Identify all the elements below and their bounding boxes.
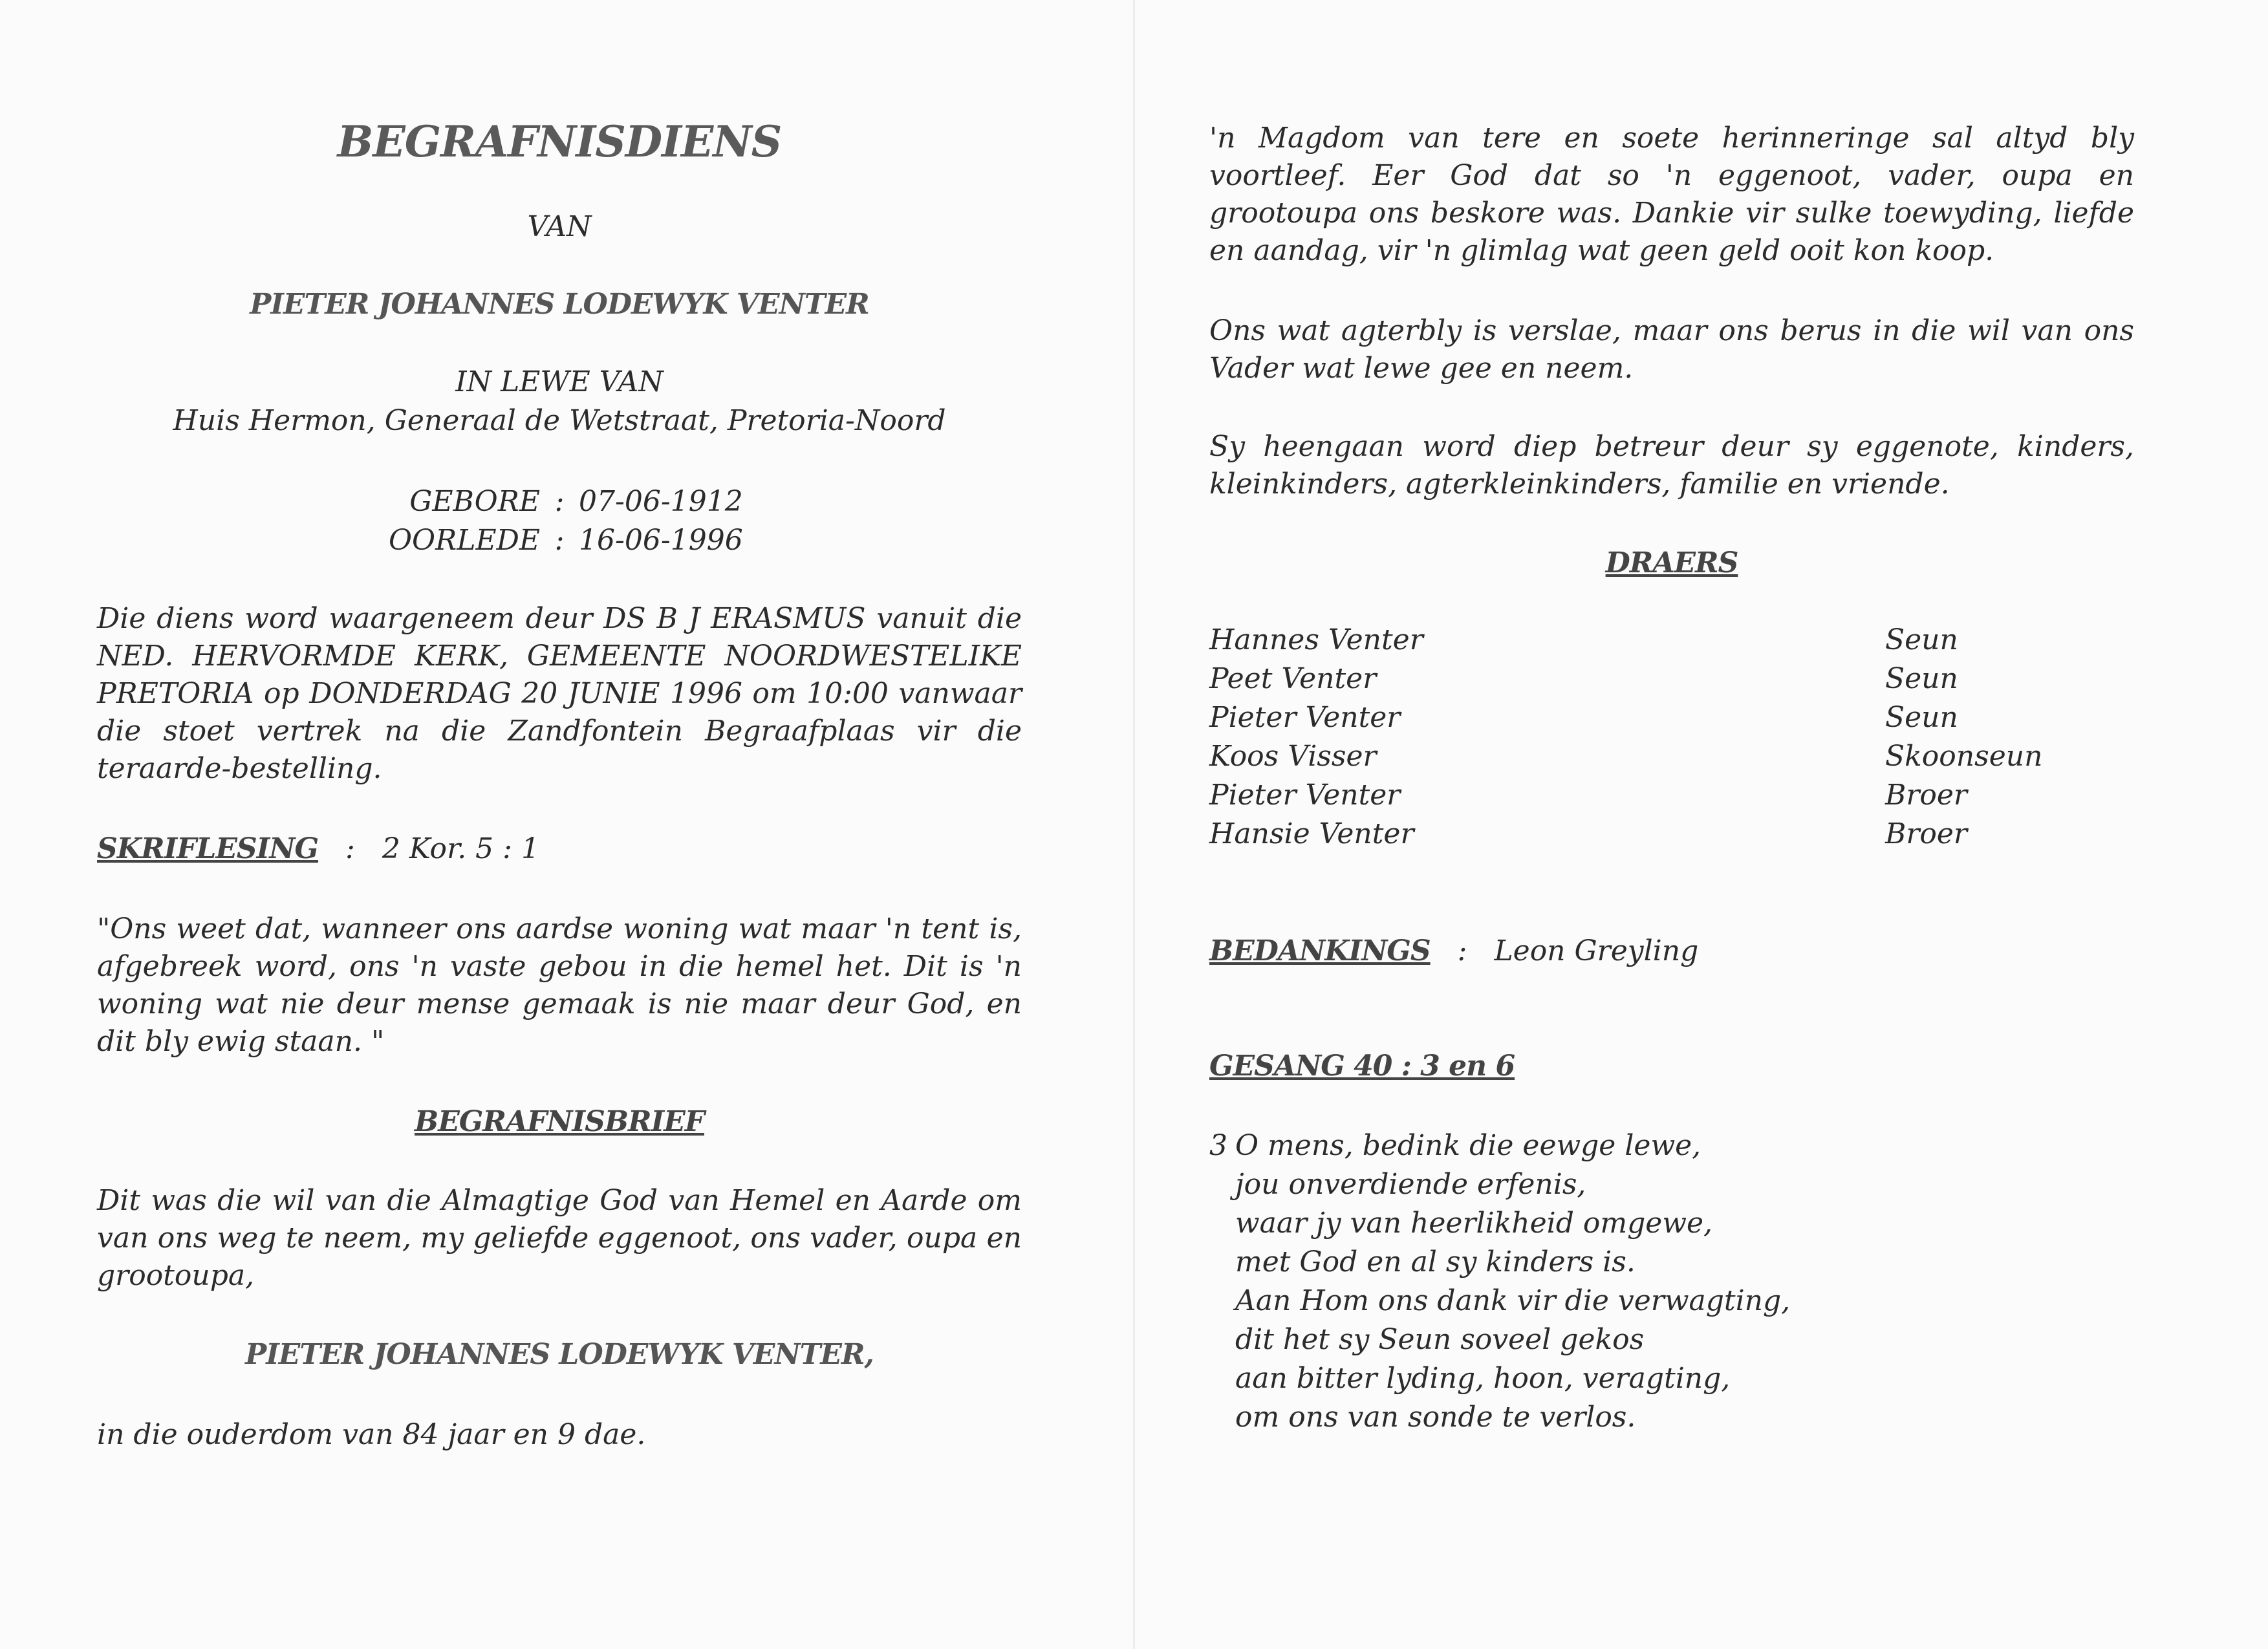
letter-title: BEGRAFNISBRIEF [415, 1105, 704, 1138]
bearer-relation: Skoonseun [1885, 740, 2043, 773]
bearer-row [1209, 621, 2134, 660]
bearer-name: Pieter Venter [1209, 779, 1401, 812]
born-label: GEBORE [409, 485, 540, 518]
reading-label: SKRIFLESING [97, 832, 319, 865]
died-date: 16-06-1996 [579, 524, 743, 557]
page-fold [1133, 0, 1135, 1649]
letter-name: PIETER JOHANNES LODEWYK VENTER, [245, 1338, 874, 1371]
reading-reference: 2 Kor. 5 : 1 [382, 832, 539, 865]
thanks-separator: : [1457, 934, 1467, 967]
bearer-row [1209, 737, 2134, 776]
died-separator: : [554, 524, 565, 557]
bearer-relation: Broer [1885, 779, 1967, 812]
bearer-name: Peet Venter [1209, 662, 1377, 695]
in-lewe-van-label: IN LEWE VAN [455, 365, 664, 398]
comfort-paragraph: Ons wat agterbly is verslae, maar ons berus in die wil van ons Vader wat lewe gee en neem. [1209, 314, 2134, 385]
died-row [97, 521, 1022, 560]
bearers-list [1209, 621, 2134, 854]
born-date: 07-06-1912 [579, 485, 743, 518]
hymn-title: GESANG 40 : 3 en 6 [1209, 1050, 1515, 1083]
bearer-name: Koos Visser [1209, 740, 1377, 773]
hymn-line: aan bitter lyding, hoon, veragting, [1235, 1362, 1731, 1395]
reading-separator: : [345, 832, 355, 865]
bearer-row [1209, 660, 2134, 698]
died-label: OORLEDE [388, 524, 540, 557]
hymn-title-wrap [1209, 1048, 1515, 1085]
van-label: VAN [527, 210, 592, 243]
bearer-row [1209, 815, 2134, 854]
document-title: BEGRAFNISDIENS [337, 116, 782, 167]
hymn-line: dit het sy Seun soveel gekos [1235, 1323, 1645, 1356]
hymn-line: 3 O mens, bedink die eewge lewe, [1209, 1126, 2134, 1165]
bearer-relation: Seun [1885, 701, 1958, 734]
mourn-paragraph: Sy heengaan word diep betreur deur sy eggenote, kinders, kleinkinders, agterkleinkinders, familie en vriende. [1209, 430, 2134, 501]
reading-text: "Ons weet dat, wanneer ons aardse woning wat maar 'n tent is, afgebreek word, ons 'n vaste gebou in die hemel het. Dit is 'n woning wat nie deur mense gemaak is nie maar deur God, en dit bly ewig staan. " [97, 912, 1022, 1058]
thanks-label: BEDANKINGS [1209, 934, 1431, 967]
age-text: in die ouderdom van 84 jaar en 9 dae. [97, 1418, 646, 1451]
bearer-relation: Broer [1885, 817, 1967, 850]
bearer-name: Hannes Venter [1209, 623, 1423, 656]
bearer-relation: Seun [1885, 662, 1958, 695]
bearer-name: Hansie Venter [1209, 817, 1414, 850]
hymn-line: Aan Hom ons dank vir die verwagting, [1235, 1284, 1791, 1317]
deceased-name: PIETER JOHANNES LODEWYK VENTER [250, 288, 869, 321]
dates-block [97, 482, 1022, 560]
bearer-row [1209, 776, 2134, 815]
right-page [1209, 0, 2134, 1649]
thanks-name: Leon Greyling [1494, 934, 1699, 967]
left-page [97, 0, 1022, 1649]
letter-paragraph: Dit was die wil van die Almagtige God van Hemel en Aarde om van ons weg te neem, my geliefde eggenoot, ons vader, oupa en grootoupa, [97, 1184, 1022, 1292]
memory-paragraph: 'n Magdom van tere en soete herinneringe sal altyd bly voortleef. Eer God dat so 'n eggenoot, vader, oupa en grootoupa ons beskore was. Dankie vir sulke toewyding, liefde en aandag, vir 'n glimlag wat geen geld ooit kon koop. [1209, 122, 2134, 267]
service-paragraph: Die diens word waargeneem deur DS B J ERASMUS vanuit die NED. HERVORMDE KERK, GEMEENTE NOORDWESTELIKE PRETORIA op DONDERDAG 20 JUNIE 1996 om 10:00 vanwaar die stoet vertrek na die Zandfontein Begraafplaas vir die teraarde-bestelling. [97, 602, 1022, 785]
hymn-verse [1209, 1126, 2134, 1437]
hymn-line: om ons van sonde te verlos. [1235, 1401, 1636, 1434]
reading-line [97, 830, 539, 868]
born-row [97, 482, 1022, 521]
hymn-verse-number: 3 [1209, 1129, 1227, 1162]
born-separator: : [554, 485, 565, 518]
bearers-title: DRAERS [1605, 546, 1738, 579]
bearer-row [1209, 698, 2134, 737]
hymn-line: waar jy van heerlikheid omgewe, [1235, 1207, 1713, 1240]
address: Huis Hermon, Generaal de Wetstraat, Pretoria-Noord [173, 404, 946, 437]
bearer-relation: Seun [1885, 623, 1958, 656]
hymn-line: jou onverdiende erfenis, [1235, 1168, 1586, 1201]
letter-title-wrap [97, 1103, 1022, 1141]
bearers-title-wrap [1209, 544, 2134, 582]
hymn-line: met God en al sy kinders is. [1235, 1245, 1636, 1278]
bearer-name: Pieter Venter [1209, 701, 1401, 734]
thanks-line [1209, 932, 1698, 970]
